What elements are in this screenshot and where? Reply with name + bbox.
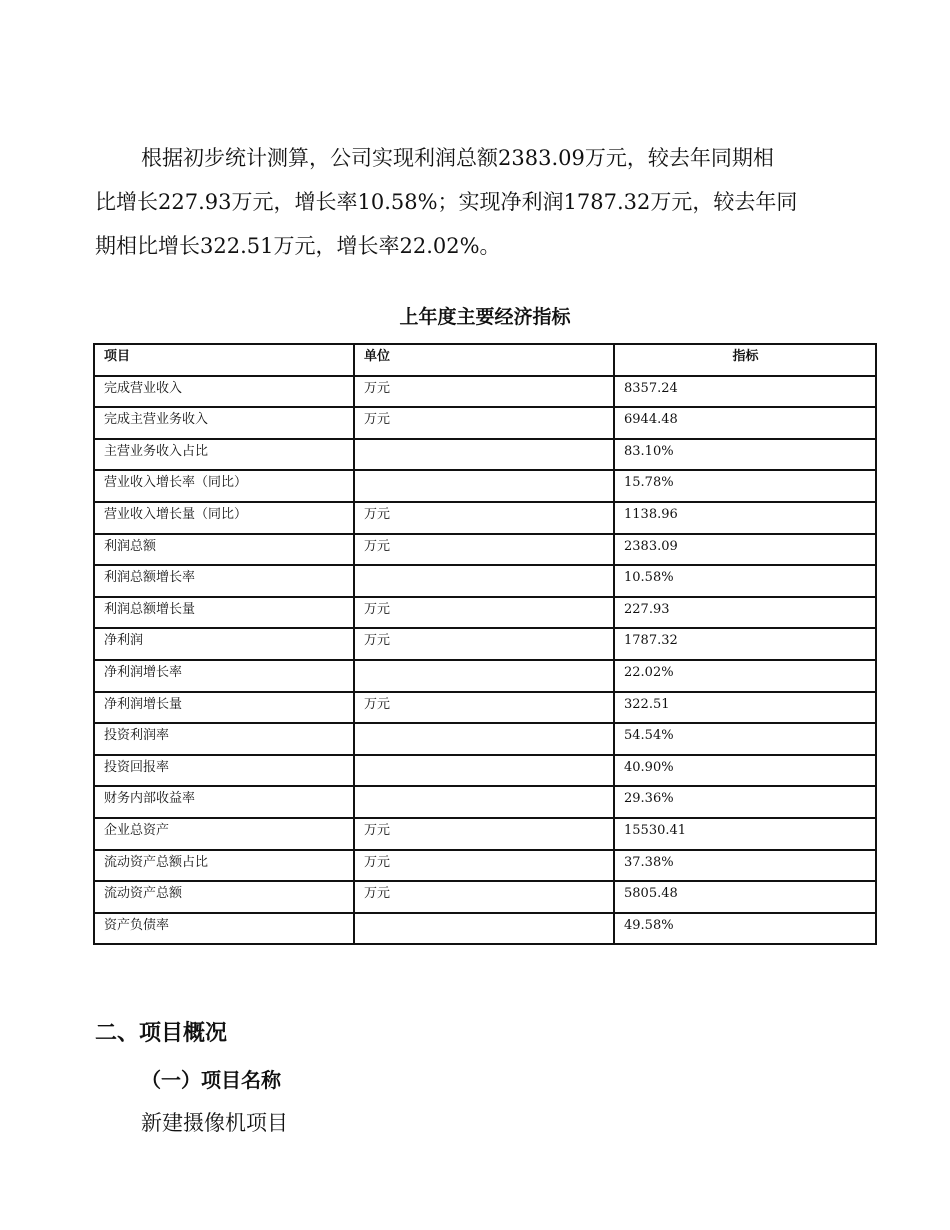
table-title: 上年度主要经济指标	[399, 306, 571, 328]
table-row	[94, 628, 876, 660]
cell-unit: 万元	[354, 376, 614, 408]
cell-item: 完成营业收入	[94, 376, 354, 408]
cell-item: 利润总额增长量	[94, 597, 354, 629]
cell-item: 财务内部收益率	[94, 786, 354, 818]
cell-unit: 万元	[354, 407, 614, 439]
economic-indicators-table	[93, 343, 877, 945]
cell-value: 322.51	[614, 692, 876, 724]
cell-unit	[354, 723, 614, 755]
cell-unit	[354, 470, 614, 502]
cell-unit: 万元	[354, 850, 614, 882]
cell-item: 主营业务收入占比	[94, 439, 354, 471]
table-row	[94, 881, 876, 913]
table-row	[94, 502, 876, 534]
cell-unit: 万元	[354, 692, 614, 724]
cell-unit: 万元	[354, 502, 614, 534]
table-row	[94, 439, 876, 471]
cell-item: 完成主营业务收入	[94, 407, 354, 439]
table-row	[94, 818, 876, 850]
cell-unit	[354, 913, 614, 945]
cell-item: 流动资产总额	[94, 881, 354, 913]
table-header-row	[94, 344, 876, 376]
project-name: 新建摄像机项目	[141, 1111, 288, 1135]
cell-value: 49.58%	[614, 913, 876, 945]
cell-item: 企业总资产	[94, 818, 354, 850]
cell-item: 净利润增长率	[94, 660, 354, 692]
cell-item: 净利润	[94, 628, 354, 660]
table-row	[94, 913, 876, 945]
cell-value: 1787.32	[614, 628, 876, 660]
summary-line: 根据初步统计测算，公司实现利润总额2383.09万元，较去年同期相	[141, 146, 774, 170]
cell-value: 37.38%	[614, 850, 876, 882]
cell-item: 投资回报率	[94, 755, 354, 787]
cell-item: 资产负债率	[94, 913, 354, 945]
cell-item: 利润总额增长率	[94, 565, 354, 597]
sub-heading: （一）项目名称	[141, 1068, 281, 1092]
column-header-value: 指标	[614, 344, 876, 376]
table-row	[94, 565, 876, 597]
cell-item: 营业收入增长率（同比）	[94, 470, 354, 502]
cell-unit	[354, 755, 614, 787]
column-header-unit: 单位	[354, 344, 614, 376]
cell-value: 22.02%	[614, 660, 876, 692]
cell-unit	[354, 439, 614, 471]
cell-value: 6944.48	[614, 407, 876, 439]
cell-item: 流动资产总额占比	[94, 850, 354, 882]
cell-item: 净利润增长量	[94, 692, 354, 724]
cell-value: 10.58%	[614, 565, 876, 597]
cell-unit: 万元	[354, 534, 614, 566]
cell-value: 5805.48	[614, 881, 876, 913]
table-row	[94, 660, 876, 692]
table-row	[94, 786, 876, 818]
column-header-item: 项目	[94, 344, 354, 376]
cell-value: 15530.41	[614, 818, 876, 850]
table-row	[94, 755, 876, 787]
summary-paragraph	[95, 136, 855, 268]
summary-line: 比增长227.93万元，增长率10.58%；实现净利润1787.32万元，较去年同	[95, 190, 798, 214]
cell-value: 1138.96	[614, 502, 876, 534]
cell-item: 营业收入增长量（同比）	[94, 502, 354, 534]
table-row	[94, 692, 876, 724]
cell-unit: 万元	[354, 818, 614, 850]
summary-line: 期相比增长322.51万元，增长率22.02%。	[95, 234, 501, 258]
cell-value: 8357.24	[614, 376, 876, 408]
cell-value: 40.90%	[614, 755, 876, 787]
table-row	[94, 376, 876, 408]
table-row	[94, 597, 876, 629]
table-body	[94, 376, 876, 945]
cell-unit: 万元	[354, 881, 614, 913]
cell-value: 15.78%	[614, 470, 876, 502]
cell-value: 29.36%	[614, 786, 876, 818]
table-row	[94, 723, 876, 755]
cell-unit: 万元	[354, 597, 614, 629]
cell-unit	[354, 786, 614, 818]
table-row	[94, 470, 876, 502]
cell-unit: 万元	[354, 628, 614, 660]
table-row	[94, 534, 876, 566]
table-row	[94, 850, 876, 882]
cell-value: 83.10%	[614, 439, 876, 471]
cell-unit	[354, 660, 614, 692]
cell-item: 投资利润率	[94, 723, 354, 755]
table-row	[94, 407, 876, 439]
cell-unit	[354, 565, 614, 597]
cell-value: 227.93	[614, 597, 876, 629]
cell-value: 2383.09	[614, 534, 876, 566]
cell-item: 利润总额	[94, 534, 354, 566]
section-heading: 二、项目概况	[95, 1021, 228, 1046]
cell-value: 54.54%	[614, 723, 876, 755]
